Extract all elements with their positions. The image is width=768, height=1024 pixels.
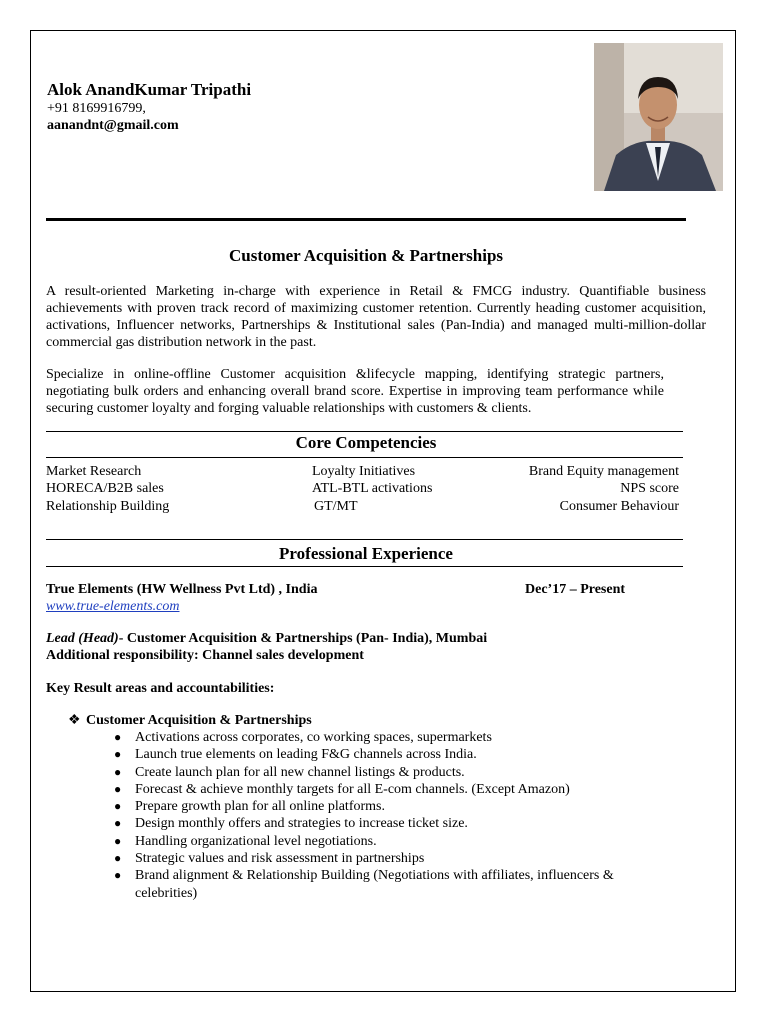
responsibility-list [114, 729, 635, 902]
competency-brand-equity: Brand Equity management [528, 464, 679, 479]
profile-photo-illustration [594, 43, 723, 191]
competency-loyalty-initiatives: Loyalty Initiatives [312, 464, 416, 479]
bullet-icon: ● [114, 868, 122, 883]
bullet-icon: ● [114, 799, 122, 814]
list-item-text: Activations across corporates, co working spaces, supermarkets [135, 730, 492, 745]
job-role [46, 630, 487, 664]
summary-paragraph-2: Specialize in online-offline Customer acquisition &lifecycle mapping, identifying strategic partners, negotiating bulk orders and enhancing overall brand score. Expertise in improving team performance while securing customer loyalty and forging valuable relationships with customers & clients. [46, 367, 664, 416]
list-item-text: Create launch plan for all new channel listings & products. [135, 764, 465, 780]
competency-relationship-building: Relationship Building [46, 499, 170, 514]
competency-horeca: HORECA/B2B sales [46, 481, 164, 496]
bullet-icon: ● [114, 730, 122, 744]
diamond-bullet-icon: ❖ [68, 713, 81, 728]
additional-responsibility: Additional responsibility: Channel sales development [46, 648, 364, 663]
email-address: aanandnt@gmail.com [47, 118, 179, 133]
list-item [114, 867, 635, 902]
competency-atl-btl: ATL-BTL activations [312, 481, 433, 496]
phone-number: +91 8169916799, [47, 101, 146, 116]
competency-consumer-behaviour: Consumer Behaviour [559, 499, 679, 514]
competencies-title: Core Competencies [295, 433, 437, 452]
candidate-name: Alok AnandKumar Tripathi [47, 80, 252, 99]
headline-title: Customer Acquisition & Partnerships [228, 246, 504, 265]
competency-gt-mt: GT/MT [314, 499, 358, 514]
list-item-text: Handling organizational level negotiations. [135, 833, 377, 849]
list-item [114, 764, 635, 781]
bullet-icon: ● [114, 816, 122, 831]
kra-heading: Key Result areas and accountabilities: [46, 681, 275, 696]
list-item-text: Brand alignment & Relationship Building (Negotiations with affiliates, influencers & celebrities) [135, 868, 614, 901]
competency-nps-score: NPS score [620, 481, 679, 496]
summary-paragraph-1: A result-oriented Marketing in-charge with experience in Retail & FMCG industry. Quantifiable business achievements with proven track record of maximizing customer retention. Currently heading customer acquisition, activations, Influencer networks, Partnerships & Institutional sales (Pan-India) and managed multi-million-dollar commercial gas distribution network in the past. [46, 284, 706, 350]
header-divider [46, 218, 686, 221]
list-item-text: Forecast & achieve monthly targets for all E-com channels. (Except Amazon) [135, 781, 570, 797]
subsection-title: Customer Acquisition & Partnerships [86, 713, 312, 728]
bullet-icon: ● [114, 851, 122, 866]
company-website-link[interactable]: www.true-elements.com [46, 599, 180, 614]
experience-title: Professional Experience [279, 544, 453, 563]
bullet-icon: ● [114, 764, 122, 779]
profile-photo [594, 43, 723, 191]
list-item [114, 746, 635, 763]
list-item [114, 781, 635, 798]
list-item [114, 815, 635, 832]
list-item-text: Prepare growth plan for all online platforms. [135, 799, 385, 815]
subsection-heading [68, 712, 312, 729]
experience-top-rule [46, 539, 683, 540]
list-item [114, 729, 635, 746]
role-title: Lead (Head) [46, 631, 119, 646]
competencies-bottom-rule [46, 457, 683, 458]
list-item-text: Launch true elements on leading F&G channels across India. [135, 747, 477, 763]
list-item [114, 850, 635, 867]
bullet-icon: ● [114, 747, 122, 762]
bullet-icon: ● [114, 781, 122, 796]
list-item [114, 798, 635, 815]
list-item-text: Strategic values and risk assessment in partnerships [135, 851, 425, 867]
job-company: True Elements (HW Wellness Pvt Ltd) , India [46, 582, 318, 597]
bullet-icon: ● [114, 833, 122, 848]
role-detail: - Customer Acquisition & Partnerships (Pan- India), Mumbai [118, 631, 488, 646]
job-dates: Dec’17 – Present [525, 582, 626, 597]
list-item [114, 833, 635, 850]
list-item-text: Design monthly offers and strategies to increase ticket size. [135, 816, 468, 832]
competencies-top-rule [46, 431, 683, 432]
competency-market-research: Market Research [46, 464, 142, 479]
experience-bottom-rule [46, 566, 683, 567]
